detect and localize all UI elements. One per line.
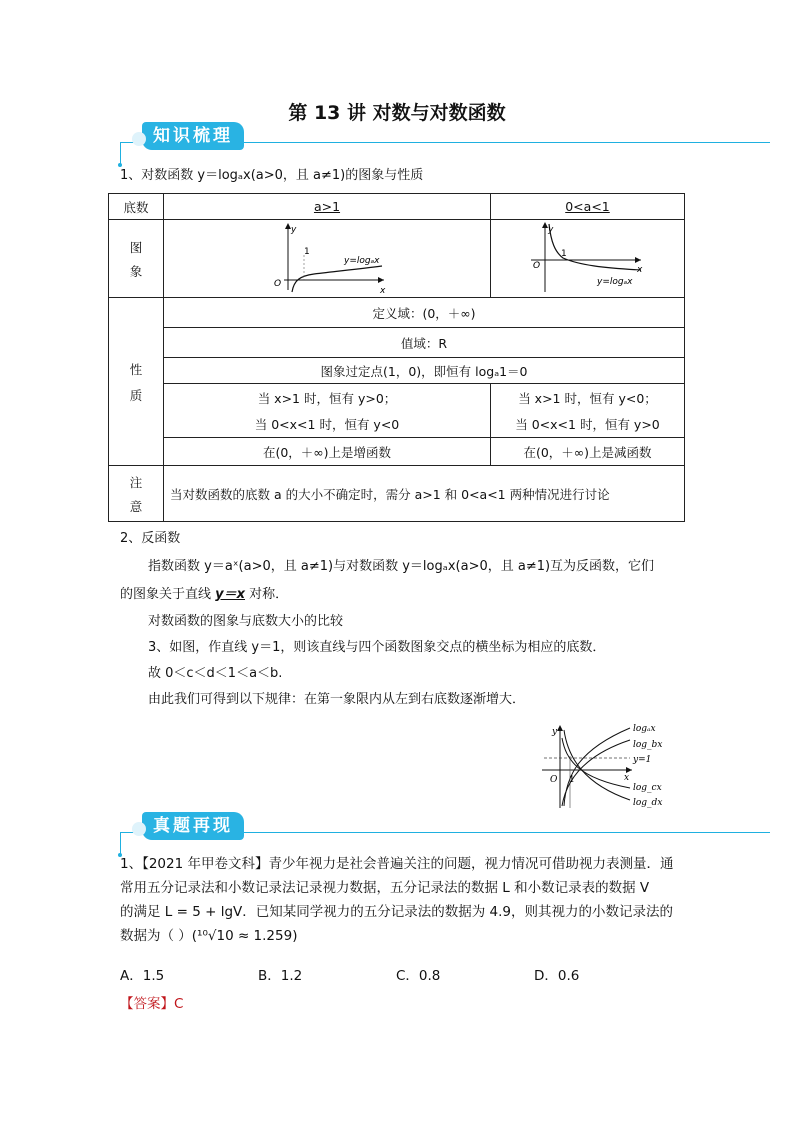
item2-heading: 2、反函数: [120, 531, 181, 546]
svg-text:y=logₐx: y=logₐx: [597, 277, 633, 287]
svg-text:1: 1: [561, 249, 567, 259]
svg-text:log_dx: log_dx: [633, 798, 663, 808]
item2-line6: 由此我们可得到以下规律：在第一象限内从左到右底数逐渐增大．: [148, 692, 526, 707]
svg-text:O: O: [533, 261, 541, 271]
graph-decreasing-log: [491, 220, 684, 294]
answer: 【答案】C: [120, 996, 184, 1012]
option-c: C．0.8: [396, 968, 441, 984]
header-a-gt-1: a>1: [313, 199, 341, 214]
svg-text:y=1: y=1: [633, 755, 652, 765]
header-a-lt-1: 0<a<1: [565, 199, 610, 214]
svg-text:O: O: [274, 279, 282, 289]
note-text: 当对数函数的底数 a 的大小不确定时，需分 a>1 和 0<a<1 两种情况进行讨论: [164, 466, 685, 522]
properties-table: [108, 193, 685, 522]
svg-text:x: x: [624, 773, 630, 783]
graph-increasing-log: [164, 220, 490, 294]
svg-text:y=logₐx: y=logₐx: [344, 256, 380, 266]
option-a: A．1.5: [120, 968, 165, 984]
header-base: 底数: [109, 194, 164, 220]
option-b: B．1.2: [258, 968, 303, 984]
svg-text:log_bx: log_bx: [633, 740, 663, 750]
svg-text:y: y: [548, 225, 554, 235]
question-text: 1、【2021 年甲卷文科】青少年视力是社会普遍关注的问题，视力情况可借助视力表测量．通 常用五分记录法和小数记录法记录视力数据，五分记录法的数据 L 和小数记录表的数据 V 的满足 L = 5 + lgV．已知某同学视力的五分记录法的数据为 4.9，则其视力的小数记录法的 数据为（ ）(¹⁰√10 ≈ 1.259): [120, 856, 674, 944]
properties-label: 性 质: [109, 298, 164, 466]
svg-text:log_cx: log_cx: [633, 783, 662, 793]
log-comparison-figure: [538, 720, 678, 812]
option-d: D．0.6: [534, 968, 580, 984]
item2-line5: 故 0＜c＜d＜1＜a＜b.: [148, 666, 283, 681]
page-title: 第 13 讲 对数与对数函数: [288, 102, 506, 124]
item2-line2: 的图象关于直线 y＝x 对称．: [120, 587, 289, 602]
svg-text:y: y: [291, 225, 297, 235]
range-cell: 值域：R: [164, 328, 685, 358]
svg-text:1: 1: [304, 247, 310, 257]
section-banner-exam: [120, 812, 770, 846]
note-label: 注 意: [109, 466, 164, 522]
svg-text:x: x: [637, 265, 643, 275]
item1-heading: 1、对数函数 y＝logₐx(a>0，且 a≠1)的图象与性质: [120, 168, 424, 183]
domain-cell: 定义域：(0，＋∞): [164, 298, 685, 328]
fixed-point-cell: 图象过定点(1，0)，即恒有 logₐ1＝0: [164, 358, 685, 384]
item2-line1: 指数函数 y＝aˣ(a>0，且 a≠1)与对数函数 y＝logₐx(a>0，且 a≠1)互为反函数，它们: [148, 559, 655, 574]
sign-right-cell: 当 x>1 时，恒有 y<0； 当 0<x<1 时，恒有 y>0: [491, 384, 685, 438]
svg-text:O: O: [550, 775, 558, 785]
section-label: 知识梳理: [142, 122, 244, 150]
mono-left-cell: 在(0，＋∞)上是增函数: [164, 438, 491, 466]
svg-text:y: y: [552, 727, 558, 737]
svg-text:logₐx: logₐx: [633, 724, 656, 734]
mono-right-cell: 在(0，＋∞)上是减函数: [491, 438, 685, 466]
item2-line3: 对数函数的图象与底数大小的比较: [148, 614, 344, 629]
svg-text:x: x: [380, 286, 386, 294]
section-banner-knowledge: [120, 122, 770, 156]
graph-label: 图 象: [109, 220, 164, 298]
item2-line4: 3、如图，作直线 y＝1，则该直线与四个函数图象交点的横坐标为相应的底数．: [148, 640, 606, 655]
svg-text:1: 1: [569, 775, 575, 785]
sign-left-cell: 当 x>1 时，恒有 y>0； 当 0<x<1 时，恒有 y<0: [164, 384, 491, 438]
section-label: 真题再现: [142, 812, 244, 840]
